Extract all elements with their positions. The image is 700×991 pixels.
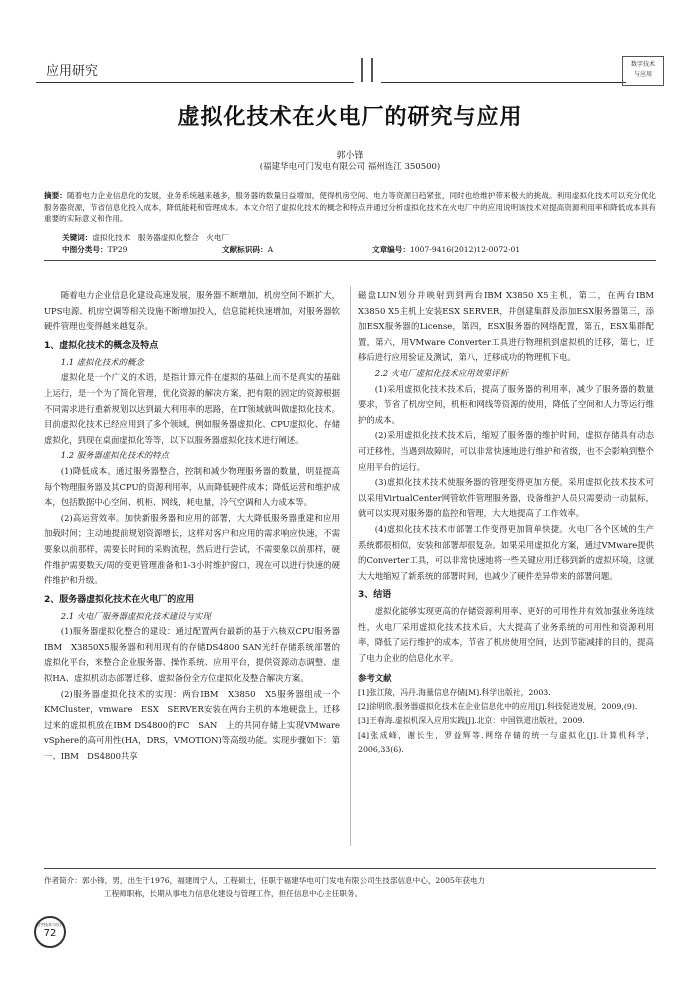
section-1-2-heading: 1.2 服务器虚拟化技术的特点 — [60, 450, 169, 461]
paragraph: (2)高运营效率。加快新服务器和应用的部署，大大降低服务器重建和应用加载时间；主动地提前规划资源增长，这样对客户和应用的需求响应快速，不需要象以前那样，需要长时间的采购流程，然后进行尝试，不需要象以前那样，硬件维护需要数天/周的变更管理准备和1-3小时维护窗口，现在可以进行快速的硬件维护和升级。 — [44, 512, 340, 586]
paper-title: 虚拟化技术在火电厂的研究与应用 — [177, 105, 523, 130]
paragraph: 虚拟化是一个广义的术语，是指计算元件在虚拟的基础上而不是真实的基础上运行，是一个为了简化管理，优化资源的解决方案，把有限的固定的资源根据不同需求进行重新规划以达到最大利用率的思路，在IT领域就叫做虚拟化技术。目前虚拟化技术已经应用到了多个领域，例如服务器虚拟化、CPU虚拟化、存储虚拟化，到现在桌面虚拟化等等，以下以服务器虚拟化技术进行阐述。 — [44, 372, 340, 445]
document-code — [222, 244, 273, 255]
paragraph: 虚拟化能够实现更高的存储资源利用率、更好的可用性并有效加强业务连续性，火电厂采用虚拟化技术技术后，大大提高了业务系统的可用性和资源利用率，降低了运行维护的成本，节省了机房使用空间，达到节能减排的目的，提高了电力企业的信息化水平。 — [358, 606, 654, 664]
section-1-1-heading: 1.1 虚拟化技术的概念 — [60, 356, 144, 367]
article-number — [372, 244, 520, 255]
header-bars-ornament — [361, 58, 373, 82]
clc-value: TP29 — [107, 245, 128, 254]
doc-code-value: A — [267, 245, 274, 254]
left-column — [44, 288, 349, 765]
author-affiliation: (福建华电可门发电有限公司 福州连江 350500) — [259, 162, 441, 172]
section-1-heading: 1、虚拟化技术的概念及特点 — [44, 340, 159, 351]
author-name: 郭小锋 — [336, 151, 364, 161]
journal-header — [36, 52, 664, 88]
abstract-text: 随着电力企业信息化的发展，业务系统越来越多，服务器的数量日益增加，使得机房空间、电力等资源日趋紧张，同时也给维护带来极大的挑战。利用虚拟化技术可以充分优化服务器资源，节省信息化投入成本，降低能耗和管理成本。本文介绍了虚拟化技术的概念和特点并通过分析虚拟化技术在火电厂中的应用说明该技术对提高资源利用率和降低成本具有重要的实际意义和作用。 — [44, 191, 656, 223]
section-3-heading: 3、结语 — [358, 590, 392, 601]
paragraph: (2)采用虚拟化技术技术后，缩短了服务器的维护时间，虚拟存储具有动态可迁移性，当遇到故障时，可以非常快速地进行维护和省级，也不会影响到整个应用平台的运行。 — [358, 430, 654, 472]
paragraph: (1)服务器虚拟化整合的建设：通过配置两台最新的基于六核双CPU服务器IBM X3850X5服务器和利用现有的存储DS4800 SAN光纤存储系统部署的虚拟化平台，来整合企业服务器、操作系统、应用平台，提供资源动态调整、虚拟HA、虚拟机动态部署迁移、虚拟备份全方位虚拟化及整合解决方案。 — [44, 626, 340, 684]
clc-number — [62, 244, 127, 255]
page-badge-text: 数字技术与应用 — [36, 922, 64, 927]
abstract — [44, 190, 656, 225]
footer-rule — [44, 868, 656, 869]
header-rule-right — [381, 82, 626, 83]
author-bio-line-2: 工程师职称，长期从事电力信息化建设与管理工作，担任信息中心主任职务。 — [104, 889, 363, 898]
section-2-2-heading: 2.2 火电厂虚拟化技术应用效果评析 — [374, 367, 509, 378]
paragraph: (2)服务器虚拟化技术的实现：两台IBM X3850 X5服务器组成一个KMCluster，vmware ESX SERVER安装在两台主机的本地硬盘上，迁移过来的虚拟机放在IBM DS4800的FC SAN 上的共同存储上实现VMware vSphere的高可用性(HA，DRS，VMOTION)等高级功能。实现步骤如下：第一、IBM DS4800共享 — [44, 688, 349, 762]
paragraph: (1)降低成本。通过服务器整合，控制和减少物理服务器的数量，明显提高每个物理服务器及其CPU的资源利用率，从而降低硬件成本；降低运营和维护成本，包括数据中心空间、机柜、网线，耗电量，冷气空调和人力成本等。 — [44, 465, 340, 508]
section-2-heading: 2、服务器虚拟化技术在火电厂的应用 — [44, 594, 195, 605]
paragraph: (4)虚拟化技术技术市部署工作变得更加简单快捷。火电厂各个区域的生产系统都很相似，安装和部署却很复杂。如果采用虚拟化方案，通过VMware提供的Converter工具，可以非常快速地将一些关键应用迁移到新的虚拟环境，这就大大地缩短了新系统的部署时间，也减少了硬件差异带来的部署问题。 — [358, 523, 654, 581]
journal-logo-bottom: 与应用 — [633, 71, 652, 78]
page-number: 72 — [43, 928, 57, 939]
paragraph: (1)采用虚拟化技术技术后，提高了服务器的利用率，减少了服务器的数量要求，节省了机房空间，机柜和网线等资源的使用，降低了空间和人力等运行维护的成本。 — [358, 383, 654, 425]
doc-code-label: 文献标识码： — [222, 245, 268, 254]
clc-label: 中图分类号： — [62, 245, 108, 254]
author-bio-line-1: 作者简介：郭小锋，男，出生于1976，福建周宁人，工程硕士，任职于福建华电可门发电有限公司生技部信息中心，2005年获电力 — [44, 876, 486, 885]
references-heading: 参考文献 — [358, 672, 392, 683]
journal-logo — [622, 56, 664, 86]
reference-item: [4]张成峰，谢长生，罗益辉等.网络存储的统一与虚拟化[J].计算机科学，2006,33(6). — [358, 730, 654, 755]
keywords-text: 虚拟化技术 服务器虚拟化整合 火电厂 — [92, 233, 230, 242]
right-column — [358, 288, 654, 758]
reference-item: [1]张江陵，冯丹.海量信息存储[M].科学出版社，2003. — [358, 687, 551, 697]
section-2-1-heading: 2.1 火电厂服务器虚拟化技术建设与实现 — [60, 610, 211, 621]
article-number-label: 文章编号： — [372, 245, 410, 254]
journal-logo-top: 数字技术 — [630, 61, 655, 68]
column-separator — [350, 286, 351, 846]
keywords-label: 关键词： — [62, 233, 93, 242]
reference-item: [2]徐明欣.服务器虚拟化技术在企业信息化中的应用[J].科技促进发展，2009,(9). — [358, 702, 638, 712]
paragraph: (3)虚拟化技术技术使服务器的管理变得更加方便。采用虚拟化技术技术可以采用VirtualCenter网管软件管理服务器，设备维护人员只需要动一动鼠标，就可以实现对服务器的监控和管理，大大地提高了工作效率。 — [358, 477, 654, 519]
reference-item: [3]王春海.虚拟机深入应用实践[J].北京：中国铁道出版社，2009. — [358, 716, 585, 726]
abstract-divider — [44, 260, 656, 261]
keywords — [62, 232, 229, 243]
author-bio — [44, 874, 656, 900]
page-number-badge — [34, 916, 66, 948]
article-number-value: 1007-9416(2012)12-0072-01 — [409, 245, 521, 254]
header-rule-left — [36, 82, 354, 83]
paragraph: 磁盘LUN划分并映射到到两台IBM X3850 X5主机，第二，在两台IBM X3850 X5主机上安装ESX SERVER，并创建集群及添加ESX服务器第三，添加ESX服务器的License，第四，ESX服务器的网络配置，第五，ESX集群配置，第六，用VMware Converter工具进行物理机到虚拟机的迁移，第七，迁移后进行应用验证及测试，第八，迁移成功的物理机下电。 — [358, 290, 654, 363]
section-label: 应用研究 — [46, 64, 99, 79]
intro-paragraph: 随着电力企业信息化建设高速发展，服务器不断增加，机房空间不断扩大，UPS电源、机房空调等相关设施不断增加投入，信息能耗快速增加，对服务器软硬件管理也变得越来越复杂。 — [44, 290, 340, 332]
abstract-label: 摘要： — [44, 191, 67, 200]
